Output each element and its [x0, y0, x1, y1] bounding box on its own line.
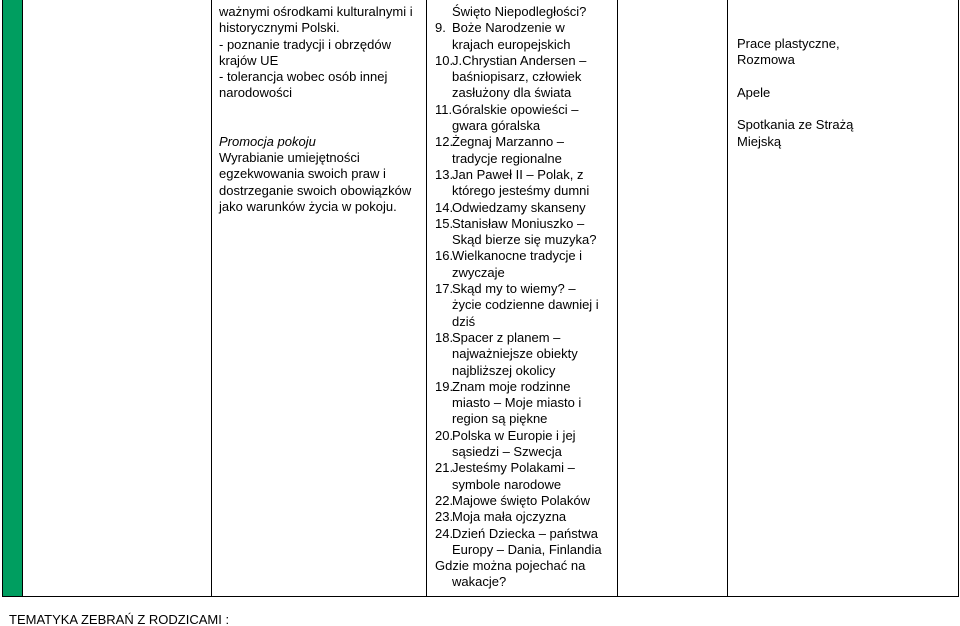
topic-item: [435, 281, 610, 330]
goal-line: - poznanie tradycji i obrzędów: [219, 36, 391, 52]
topic-item: [435, 330, 610, 379]
topic-line: miasto – Moje miasto i: [452, 395, 582, 411]
topic-text: [452, 428, 610, 461]
topic-number: 11.: [435, 101, 453, 117]
promo-title: Promocja pokoju: [219, 133, 316, 149]
topic-number: 22.: [435, 492, 454, 508]
topic-line: krajach europejskich: [452, 36, 571, 52]
topic-number: 18.: [435, 329, 454, 345]
topic-number: 24.: [435, 525, 454, 541]
goal-line: narodowości: [219, 85, 292, 101]
topic-outro-line: Gdzie można pojechać na: [435, 558, 586, 574]
topic-line: gwara góralska: [452, 118, 541, 134]
topic-item: [435, 134, 610, 167]
parent-meetings-heading: TEMATYKA ZEBRAŃ Z RODZICAMI :: [9, 612, 230, 626]
topic-number: 15.: [435, 215, 454, 231]
topic-item: [435, 200, 610, 216]
topic-line: Majowe święto Polaków: [452, 492, 591, 508]
topic-number: 17.: [435, 281, 454, 297]
topic-text: [452, 281, 610, 330]
topic-line: zasłużony dla świata: [452, 85, 572, 101]
topic-item: [435, 526, 610, 559]
topic-item: [435, 102, 610, 135]
topic-line: Moja mała ojczyzna: [452, 509, 567, 525]
topic-text: [452, 134, 610, 167]
table-border-right: [958, 0, 959, 597]
topic-line: najważniejsze obiekty: [452, 346, 578, 362]
topic-number: 19.: [435, 378, 454, 394]
topic-item: [435, 460, 610, 493]
goal-line: krajów UE: [219, 52, 279, 68]
table-border-col5: [727, 0, 728, 597]
topic-list: [435, 20, 610, 558]
topic-number: 16.: [435, 248, 454, 264]
topic-number: 23.: [435, 509, 454, 525]
topic-text: [452, 493, 610, 509]
topic-line: Spacer z planem –: [452, 329, 561, 345]
goal-line: ważnymi ośrodkami kulturalnymi i: [219, 4, 413, 19]
topic-line: Europy – Dania, Finlandia: [452, 541, 602, 557]
topic-line: Jan Paweł II – Polak, z: [452, 166, 584, 182]
topic-line: J.Chrystian Andersen –: [452, 52, 587, 68]
topic-line: symbole narodowe: [452, 476, 562, 492]
form-line: Spotkania ze Strażą: [737, 117, 854, 133]
topic-line: baśniopisarz, człowiek: [452, 69, 582, 85]
topic-text: [452, 248, 610, 281]
topic-line: którego jesteśmy dumni: [452, 183, 590, 199]
topic-line: Jesteśmy Polakami –: [452, 460, 575, 476]
form-line: Rozmowa: [737, 52, 795, 68]
green-column-cell: [3, 0, 22, 596]
topic-line: Wielkanocne tradycje i: [452, 248, 583, 264]
topic-line: Dzień Dziecka – państwa: [452, 525, 598, 541]
topic-text: [452, 526, 610, 559]
goal-line: - tolerancja wobec osób innej: [219, 69, 388, 85]
table-border-col1: [22, 0, 23, 597]
topic-line: Żegnaj Marzanno –: [452, 134, 565, 150]
table-border-col2: [211, 0, 212, 597]
topic-item: [435, 428, 610, 461]
goal-line: dostrzeganie swoich obowiązków: [219, 182, 412, 198]
topic-line: Odwiedzamy skanseny: [452, 199, 586, 215]
topic-number: 10.: [435, 52, 454, 68]
topic-line: Skąd bierze się muzyka?: [452, 232, 597, 248]
form-line: Apele: [737, 84, 771, 100]
topic-number: 20.: [435, 427, 454, 443]
topic-text: [452, 330, 610, 379]
topic-line: Znam moje rodzinne: [452, 378, 571, 394]
topic-text: [452, 102, 610, 135]
goal-line: historycznymi Polski.: [219, 20, 340, 36]
topic-text: [452, 20, 610, 53]
topic-item: [435, 509, 610, 525]
topic-item: [435, 20, 610, 53]
table-border-bottom: [2, 596, 959, 597]
topic-text: [452, 460, 610, 493]
forms-cell: [737, 36, 927, 150]
table-border-col3: [426, 0, 427, 597]
topic-text: [452, 200, 610, 216]
topic-item: [435, 53, 610, 102]
topic-line: dziś: [452, 313, 476, 329]
topic-line: Boże Narodzenie w: [452, 20, 565, 36]
topic-number: 12.: [435, 134, 454, 150]
topic-number: 14.: [435, 199, 454, 215]
topic-line: sąsiedzi – Szwecja: [452, 444, 562, 460]
topic-text: [452, 53, 610, 102]
topic-outro-line: wakacje?: [452, 574, 507, 590]
topic-line: życie codzienne dawniej i: [452, 297, 599, 313]
goals-cell: [219, 4, 413, 215]
table-border-col4: [617, 0, 618, 597]
topic-number: 21.: [435, 460, 454, 476]
topic-item: [435, 216, 610, 249]
topic-text: [452, 167, 610, 200]
topic-intro: Święto Niepodległości?: [452, 4, 587, 19]
topic-line: Góralskie opowieści –: [452, 101, 579, 117]
topic-line: Stanisław Moniuszko –: [452, 215, 585, 231]
form-line: Miejską: [737, 133, 782, 149]
goal-line: egzekwowania swoich praw i: [219, 166, 386, 182]
topic-line: zwyczaje: [452, 264, 505, 280]
topics-cell: [435, 4, 610, 591]
form-line: Prace plastyczne,: [737, 36, 840, 51]
topic-text: [452, 216, 610, 249]
topic-line: Skąd my to wiemy? –: [452, 281, 576, 297]
goal-line: Wyrabianie umiejętności: [219, 150, 360, 166]
topic-number: 13.: [435, 166, 454, 182]
topic-item: [435, 379, 610, 428]
topic-text: [452, 379, 610, 428]
topic-item: [435, 167, 610, 200]
topic-line: Polska w Europie i jej: [452, 427, 576, 443]
topic-line: region są piękne: [452, 411, 548, 427]
topic-item: [435, 493, 610, 509]
topic-text: [452, 509, 610, 525]
goal-line: jako warunków życia w pokoju.: [219, 198, 397, 214]
topic-item: [435, 248, 610, 281]
table-border-left: [2, 0, 3, 597]
topic-line: tradycje regionalne: [452, 150, 562, 166]
topic-line: najbliższej okolicy: [452, 362, 556, 378]
topic-number: 9.: [435, 20, 446, 36]
